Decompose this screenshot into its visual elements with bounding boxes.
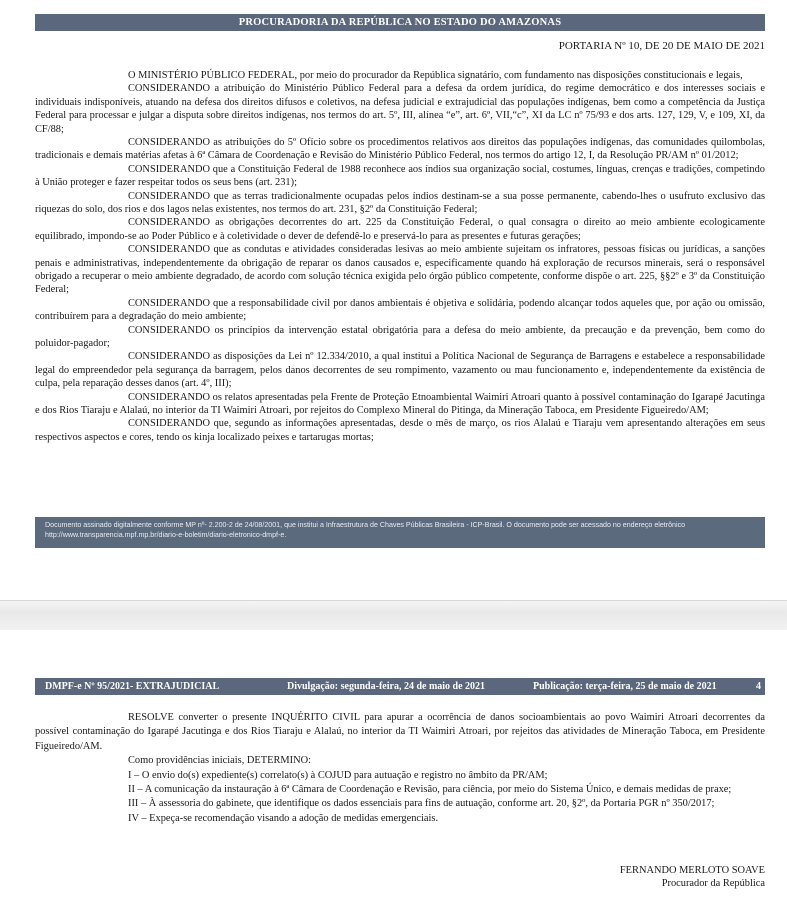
document-body	[35, 711, 765, 826]
list-item: IV – Expeça-se recomendação visando a adoção de medidas emergenciais.	[128, 812, 439, 824]
publicacao-date: Publicação: terça-feira, 25 de maio de 2021	[533, 681, 717, 692]
signature-block	[620, 864, 765, 890]
paragraph: CONSIDERANDO que, segundo as informações apresentadas, desde o mês de março, os rios Alalaú e Tiaraju vem apresentando alterações em seus respectivos aspectos e cores, tendo os kinja localizado peixes e tartarugas mortas;	[35, 418, 765, 443]
paragraph: CONSIDERANDO as disposições da Lei nº 12.334/2010, a qual institui a Política Nacional de Segurança de Barragens e estabelece a responsabilidade legal do empreendedor pela segurança da barragem, pelos danos decorrentes de seu rompimento, vazamento ou mau funcionamento e, independentemente da existência de culpa, pela reparação desses danos (art. 4º, III);	[35, 351, 765, 390]
portaria-title: PORTARIA Nº 10, DE 20 DE MAIO DE 2021	[558, 40, 765, 52]
issue-label: DMPF-e Nº 95/2021- EXTRAJUDICIAL	[45, 681, 220, 692]
signer-name: FERNANDO MERLOTO SOAVE	[619, 865, 765, 876]
paragraph: CONSIDERANDO os princípios da intervenção estatal obrigatória para a defesa do meio ambiente, da precaução e da prevenção, bem como do poluidor-pagador;	[35, 324, 765, 349]
paragraph: CONSIDERANDO as atribuições do 5º Ofício sobre os procedimentos relativos aos direitos das populações indígenas, das comunidades quilombolas, tradicionais e demais matérias afetas à 6ª Câmara de Coordenação e Revisão do Ministério Público Federal, nos termos do artigo 12, I, da Resolução PR/AM nº 01/2012;	[35, 137, 765, 162]
paragraph: CONSIDERANDO a atribuição do Ministério Público Federal para a defesa da ordem jurídica, do regime democrático e dos interesses sociais e individuais indisponíveis, atuando na defesa dos direitos difusos e coletivos, na defesa judicial e extrajudicial das populações indígenas, bem como a competência da Justiça Federal para processar e julgar a disputa sobre direitos indígenas, nos termos do art. 5º, III, alínea “e”, art. 6º, VII,“c”, XI da LC nº 75/93 e dos arts. 127, 129, V, e 109, XI, da CF/88;	[35, 83, 765, 135]
page-separator	[0, 600, 787, 631]
paragraph: CONSIDERANDO as obrigações decorrentes do art. 225 da Constituição Federal, o qual consagra o direito ao meio ambiente ecologicamente equilibrado, impondo-se ao Poder Público e à coletividade o dever de defendê-lo e preservá-lo para as presentes e futuras gerações;	[35, 217, 765, 242]
list-item: III – À assessoria do gabinete, que identifique os dados essenciais para fins de autuação, conforme art. 20, §2º, da Portaria PGR nº 350/2017;	[128, 798, 715, 810]
page-header-bar: PROCURADORIA DA REPÚBLICA NO ESTADO DO AMAZONAS	[35, 14, 765, 31]
paragraph: CONSIDERANDO que as condutas e atividades consideradas lesivas ao meio ambiente sujeitam os infratores, pessoas físicas ou jurídicas, a sanções penais e administrativas, independentemente da obrigação de reparar os danos causados e, especificamente quando há exploração de recursos minerais, será o responsável obrigado a recuperar o meio ambiente degradado, de acordo com solução técnica exigida pelo órgão público competente, conforme dispõe o art. 225, §§2º e 3º da Constituição Federal;	[35, 244, 765, 296]
resolve-paragraph: RESOLVE converter o presente INQUÉRITO CIVIL para apurar a ocorrência de danos socioambientais ao povo Waimiri Atroari decorrentes da possível contaminação do Igarapé Jacutinga e dos Rios Tiaraju e Alalaú, no interior da TI Waimiri Atroari, por rejeitos das atividades de Mineração Taboca, em Presidente Figueiredo/AM.	[35, 712, 765, 752]
page-header-bar	[35, 678, 765, 695]
determino-intro: Como providências iniciais, DETERMINO:	[128, 755, 311, 767]
paragraph: CONSIDERANDO os relatos apresentadas pela Frente de Proteção Etnoambiental Waimiri Atroari quanto à possível contaminação do Igarapé Jacutinga e dos Rios Tiaraju e Alalaú, no interior da TI Waimiri Atroari, por rejeitos do Complexo Mineral do Pitinga, da Mineração Taboca, em Presidente Figueiredo/AM;	[35, 391, 765, 416]
paragraph: CONSIDERANDO que a Constituição Federal de 1988 reconhece aos índios sua organização social, costumes, línguas, crenças e tradições, competindo à União proteger e fazer respeitar todos os seus bens (art. 231);	[35, 163, 765, 189]
document-page-2	[0, 630, 787, 898]
page-number: 4	[756, 681, 761, 692]
list-item: II – A comunicação da instauração à 6ª Câmara de Coordenação e Revisão, para ciência, por meio do Sistema Único, e demais medidas de praxe;	[128, 784, 732, 796]
paragraph: CONSIDERANDO que a responsabilidade civil por danos ambientais é objetiva e solidária, podendo alcançar todos aqueles que, por ação ou omissão, contribuírem para a degradação do meio ambiente;	[35, 297, 765, 323]
signature-footer-bar: Documento assinado digitalmente conforme MP nº- 2.200-2 de 24/08/2001, que institui a Infraestrutura de Chaves Públicas Brasileira - ICP-Brasil. O documento pode ser acessado no endereço eletrônico http://www.transparencia.mpf.mp.br/diario-e-boletim/diario-eletronico-dmpf-e.	[35, 517, 765, 548]
paragraph: O MINISTÉRIO PÚBLICO FEDERAL, por meio do procurador da República signatário, com fundamento nas disposições constitucionais e legais,	[128, 70, 743, 81]
document-body	[35, 69, 765, 444]
paragraph: CONSIDERANDO que as terras tradicionalmente ocupadas pelos índios destinam-se a sua posse permanente, cabendo-lhes o usufruto exclusivo das riquezas do solo, dos rios e dos lagos nelas existentes, nos termos do art. 231, §2º da Constituição Federal;	[35, 190, 765, 215]
signer-title: Procurador da República	[661, 878, 765, 889]
list-item: I – O envio do(s) expediente(s) correlato(s) à COJUD para autuação e registro no âmbito da PR/AM;	[128, 769, 548, 781]
divulgacao-date: Divulgação: segunda-feira, 24 de maio de 2021	[287, 681, 486, 692]
